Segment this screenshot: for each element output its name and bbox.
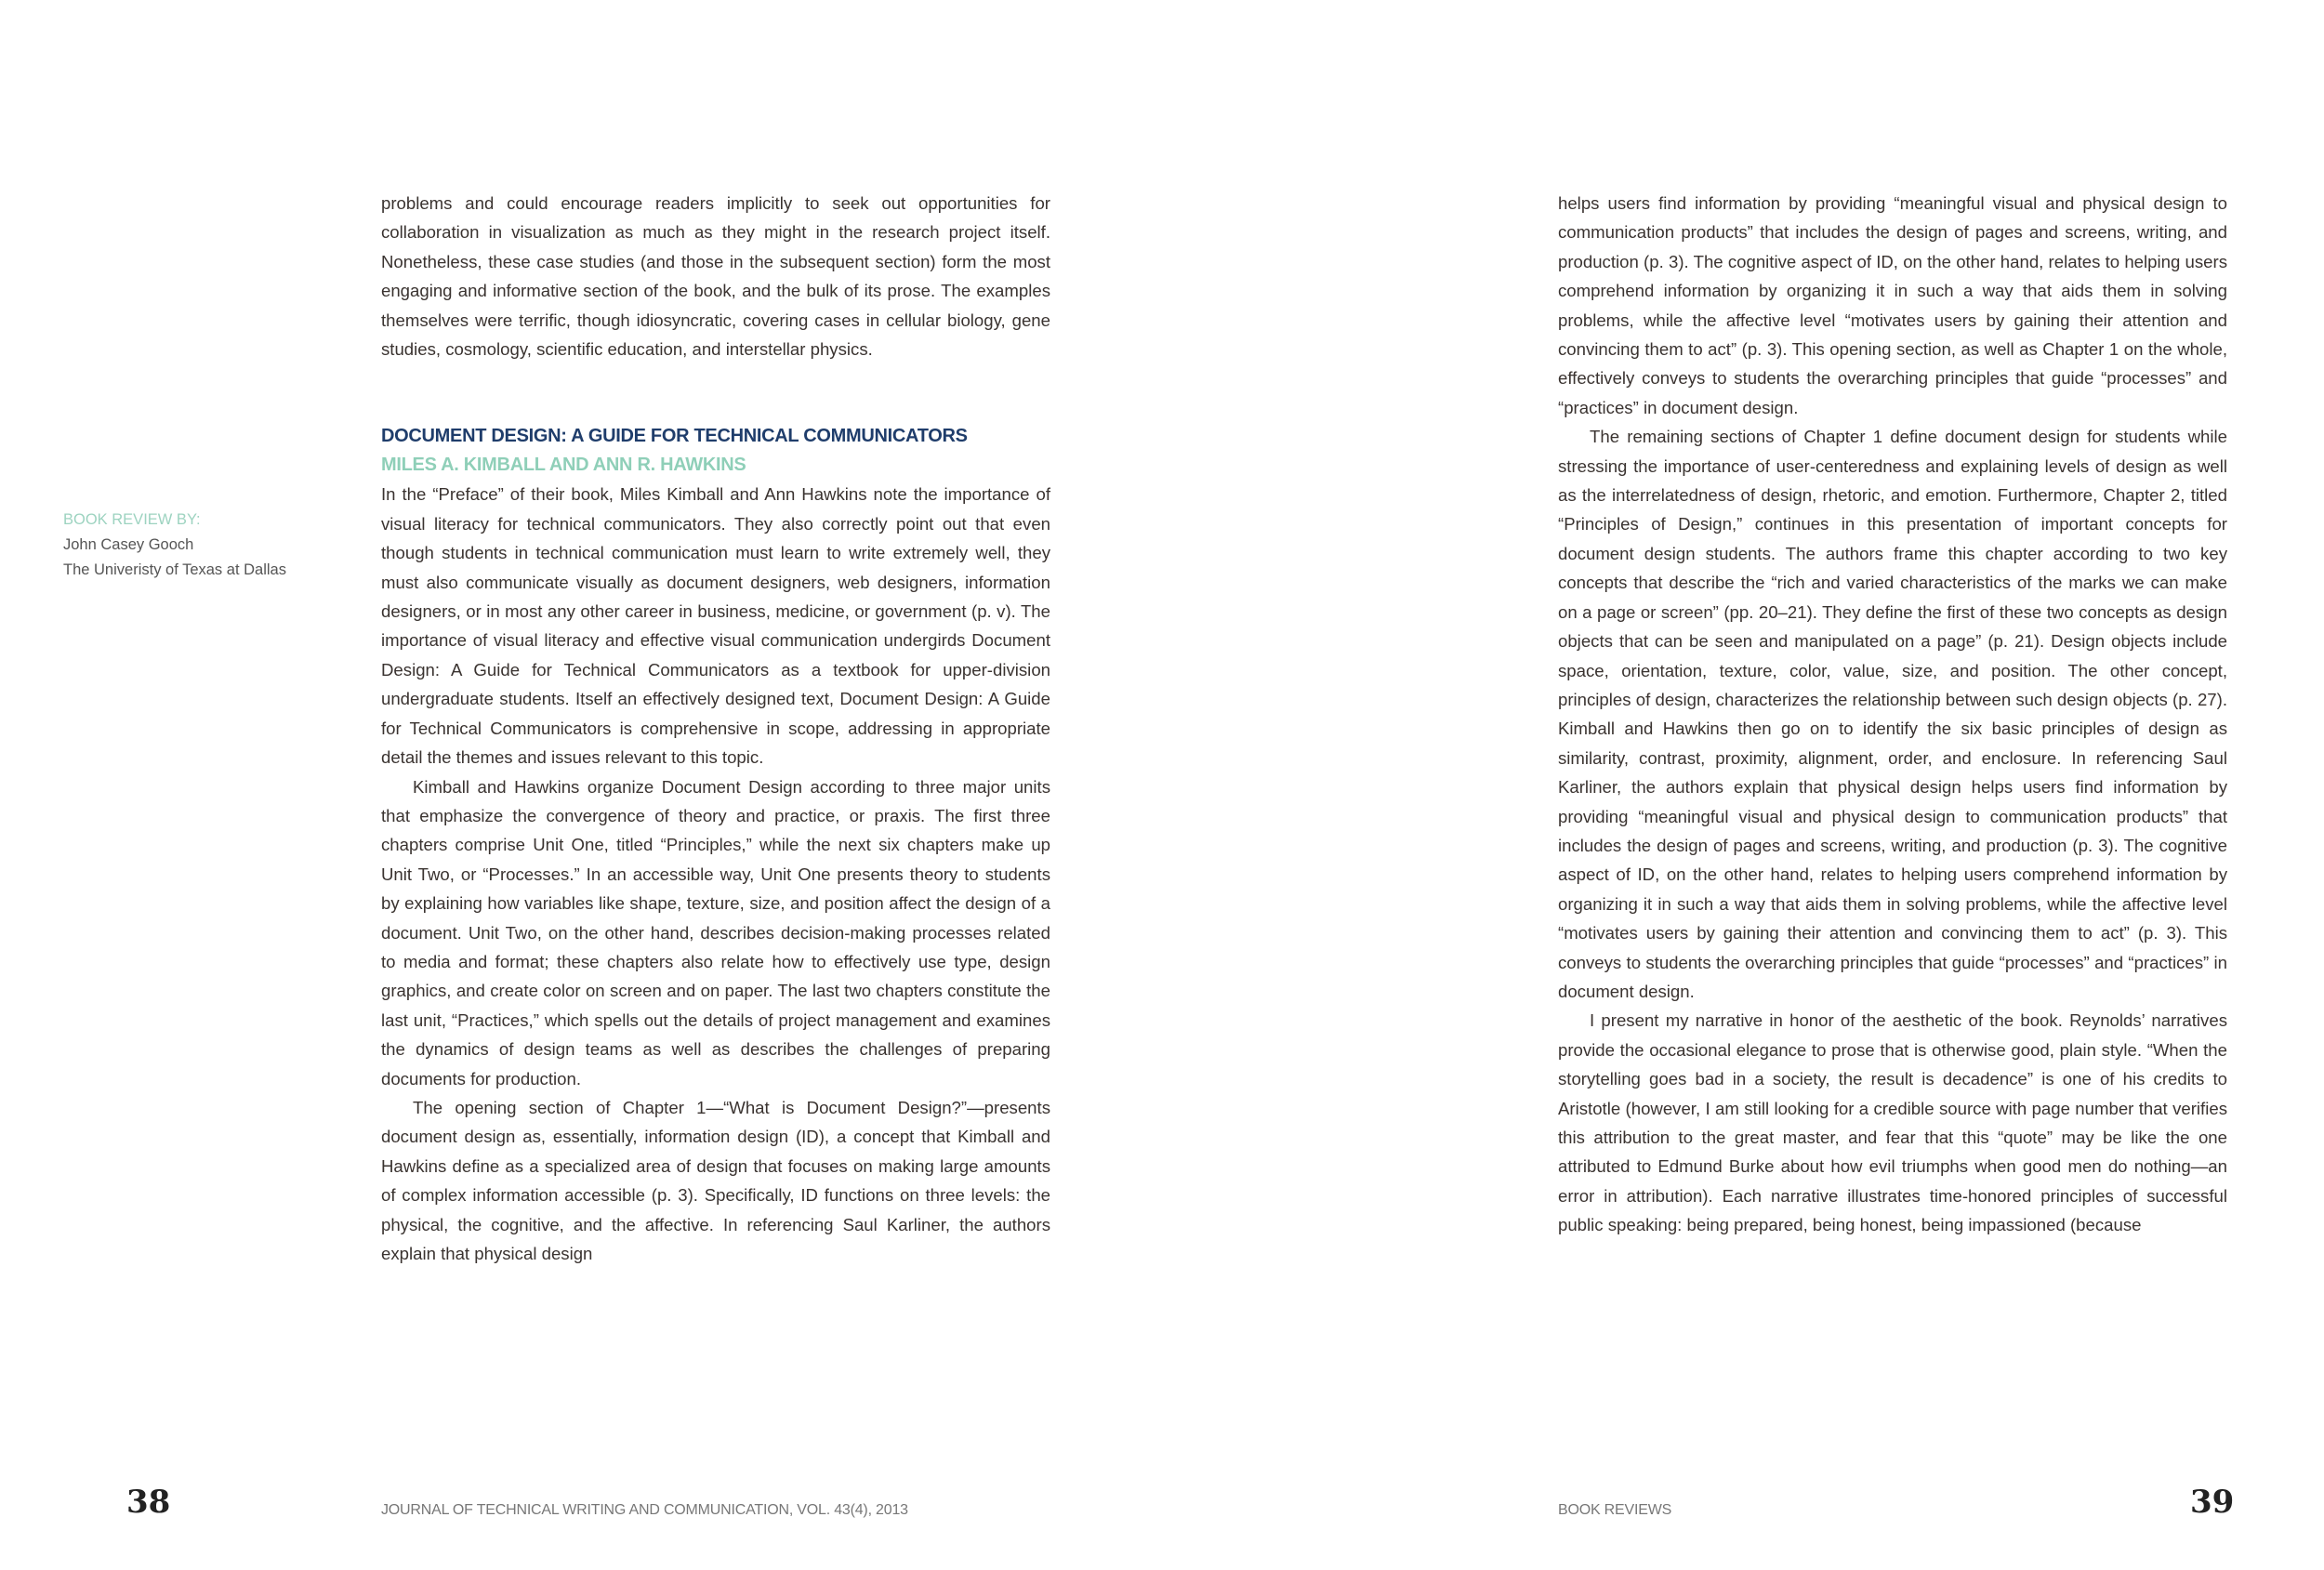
page-number-left: 38 xyxy=(126,1484,171,1521)
review-authors: MILES A. KIMBALL AND ANN R. HAWKINS xyxy=(381,455,746,476)
journal-footer: JOURNAL OF TECHNICAL WRITING AND COMMUNICATION, VOL. 43(4), 2013 xyxy=(381,1502,908,1518)
left-page-column xyxy=(381,189,1050,1268)
reviewer-affiliation: The Univeristy of Texas at Dallas xyxy=(63,561,286,578)
body-paragraph: Kimball and Hawkins organize Document Design according to three major units that emphasize the convergence of theory and practice, or praxis. The first three chapters comprise Unit One, titled “Principles,” while the next six chapters make up Unit Two, or “Processes.” In an accessible way, Unit One presents theory to students by explaining how variables like shape, texture, size, and position affect the design of a document. Unit Two, on the other hand, describes decision-making processes related to media and format; these chapters also relate how to effectively use type, design graphics, and create color on screen and on paper. The last two chapters constitute the last unit, “Practices,” which spells out the details of project management and examines the dynamics of design teams as well as describes the challenges of preparing documents for production. xyxy=(381,776,1050,1088)
body-paragraph: The remaining sections of Chapter 1 define document design for students while stressing the importance of user-centeredness and explaining levels of design as well as the interrelatedness of design, rhetoric, and emotion. Furthermore, Chapter 2, titled “Principles of Design,” continues in this presentation of important concepts for document design students. The authors frame this chapter according to two key concepts that describe the “rich and varied characteristics of the marks we can make on a page or screen” (pp. 20–21). They define the first of these two concepts as design objects that can be seen and manipulated on a page” (p. 21). Design objects include space, orientation, texture, color, value, size, and position. The other concept, principles of design, characterizes the relationship between such design objects (p. 27). Kimball and Hawkins then go on to identify the six basic principles of design as similarity, contrast, proximity, alignment, order, and enclosure. In referencing Saul Karliner, the authors explain that physical design helps users find information by providing “meaningful visual and physical design to communication products” that includes the design of pages and screens, writing, and production (p. 3). The cognitive aspect of ID, on the other hand, relates to helping users comprehend information by organizing it in such a way that aids them in solving problems, while the affective level “motivates users by gaining their attention and convincing them to act” (p. 3). This conveys to students the overarching principles that guide “processes” and “practices” in document design. xyxy=(1558,427,2227,1001)
byline-label: BOOK REVIEW BY: xyxy=(63,511,201,528)
body-paragraph: The opening section of Chapter 1—“What is Document Design?”—presents document design as, essentially, information design (ID), a concept that Kimball and Hawkins define as a specialized area of design that focuses on making large amounts of complex information accessible (p. 3). Specifically, ID functions on three levels: the physical, the cognitive, and the affective. In referencing Saul Karliner, the authors explain that physical design xyxy=(381,1097,1050,1263)
section-footer: BOOK REVIEWS xyxy=(1558,1502,1672,1518)
page-number-right: 39 xyxy=(2190,1484,2235,1521)
reviewer-name: John Casey Gooch xyxy=(63,536,194,553)
body-paragraph: problems and could encourage readers implicitly to seek out opportunities for collaboration in visualization as much as they might in the research project itself. Nonetheless, these case studies (and those in the subsequent section) form the most engaging and informative section of the book, and the bulk of its prose. The examples themselves were terrific, though idiosyncratic, covering cases in cellular biology, gene studies, cosmology, scientific education, and interstellar physics. xyxy=(381,193,1050,360)
right-page-column xyxy=(1558,189,2227,1240)
body-paragraph: In the “Preface” of their book, Miles Kimball and Ann Hawkins note the importance of visual literacy for technical communicators. They also correctly point out that even though students in technical communication must learn to write extremely well, they must also communicate visually as document designers, web designers, information designers, or in most any other career in business, medicine, or government (p. v). The importance of visual literacy and effective visual communication undergirds Document Design: A Guide for Technical Communicators as a textbook for upper-division undergraduate students. Itself an effectively designed text, Document Design: A Guide for Technical Communicators is comprehensive in scope, addressing in appropriate detail the themes and issues relevant to this topic. xyxy=(381,484,1050,768)
body-paragraph: helps users find information by providing “meaningful visual and physical design to communication products” that includes the design of pages and screens, writing, and production (p. 3). The cognitive aspect of ID, on the other hand, relates to helping users comprehend information by organizing it in such a way that aids them in solving problems, while the affective level “motivates users by gaining their attention and convincing them to act” (p. 3). This opening section, as well as Chapter 1 on the whole, effectively conveys to students the overarching principles that guide “processes” and “practices” in document design. xyxy=(1558,193,2227,417)
body-paragraph: I present my narrative in honor of the aesthetic of the book. Reynolds’ narratives provide the occasional elegance to prose that is otherwise good, plain style. “When the storytelling goes bad in a society, the result is decadence” is one of his credits to Aristotle (however, I am still looking for a credible source with page number that verifies this attribution to the great master, and fear that this “quote” may be like the one attributed to Edmund Burke about how evil triumphs when good men do nothing—an error in attribution). Each narrative illustrates time-honored principles of successful public speaking: being prepared, being honest, being impassioned (because xyxy=(1558,1010,2227,1235)
reviewer-byline xyxy=(63,508,286,583)
review-title: DOCUMENT DESIGN: A GUIDE FOR TECHNICAL COMMUNICATORS xyxy=(381,426,968,447)
